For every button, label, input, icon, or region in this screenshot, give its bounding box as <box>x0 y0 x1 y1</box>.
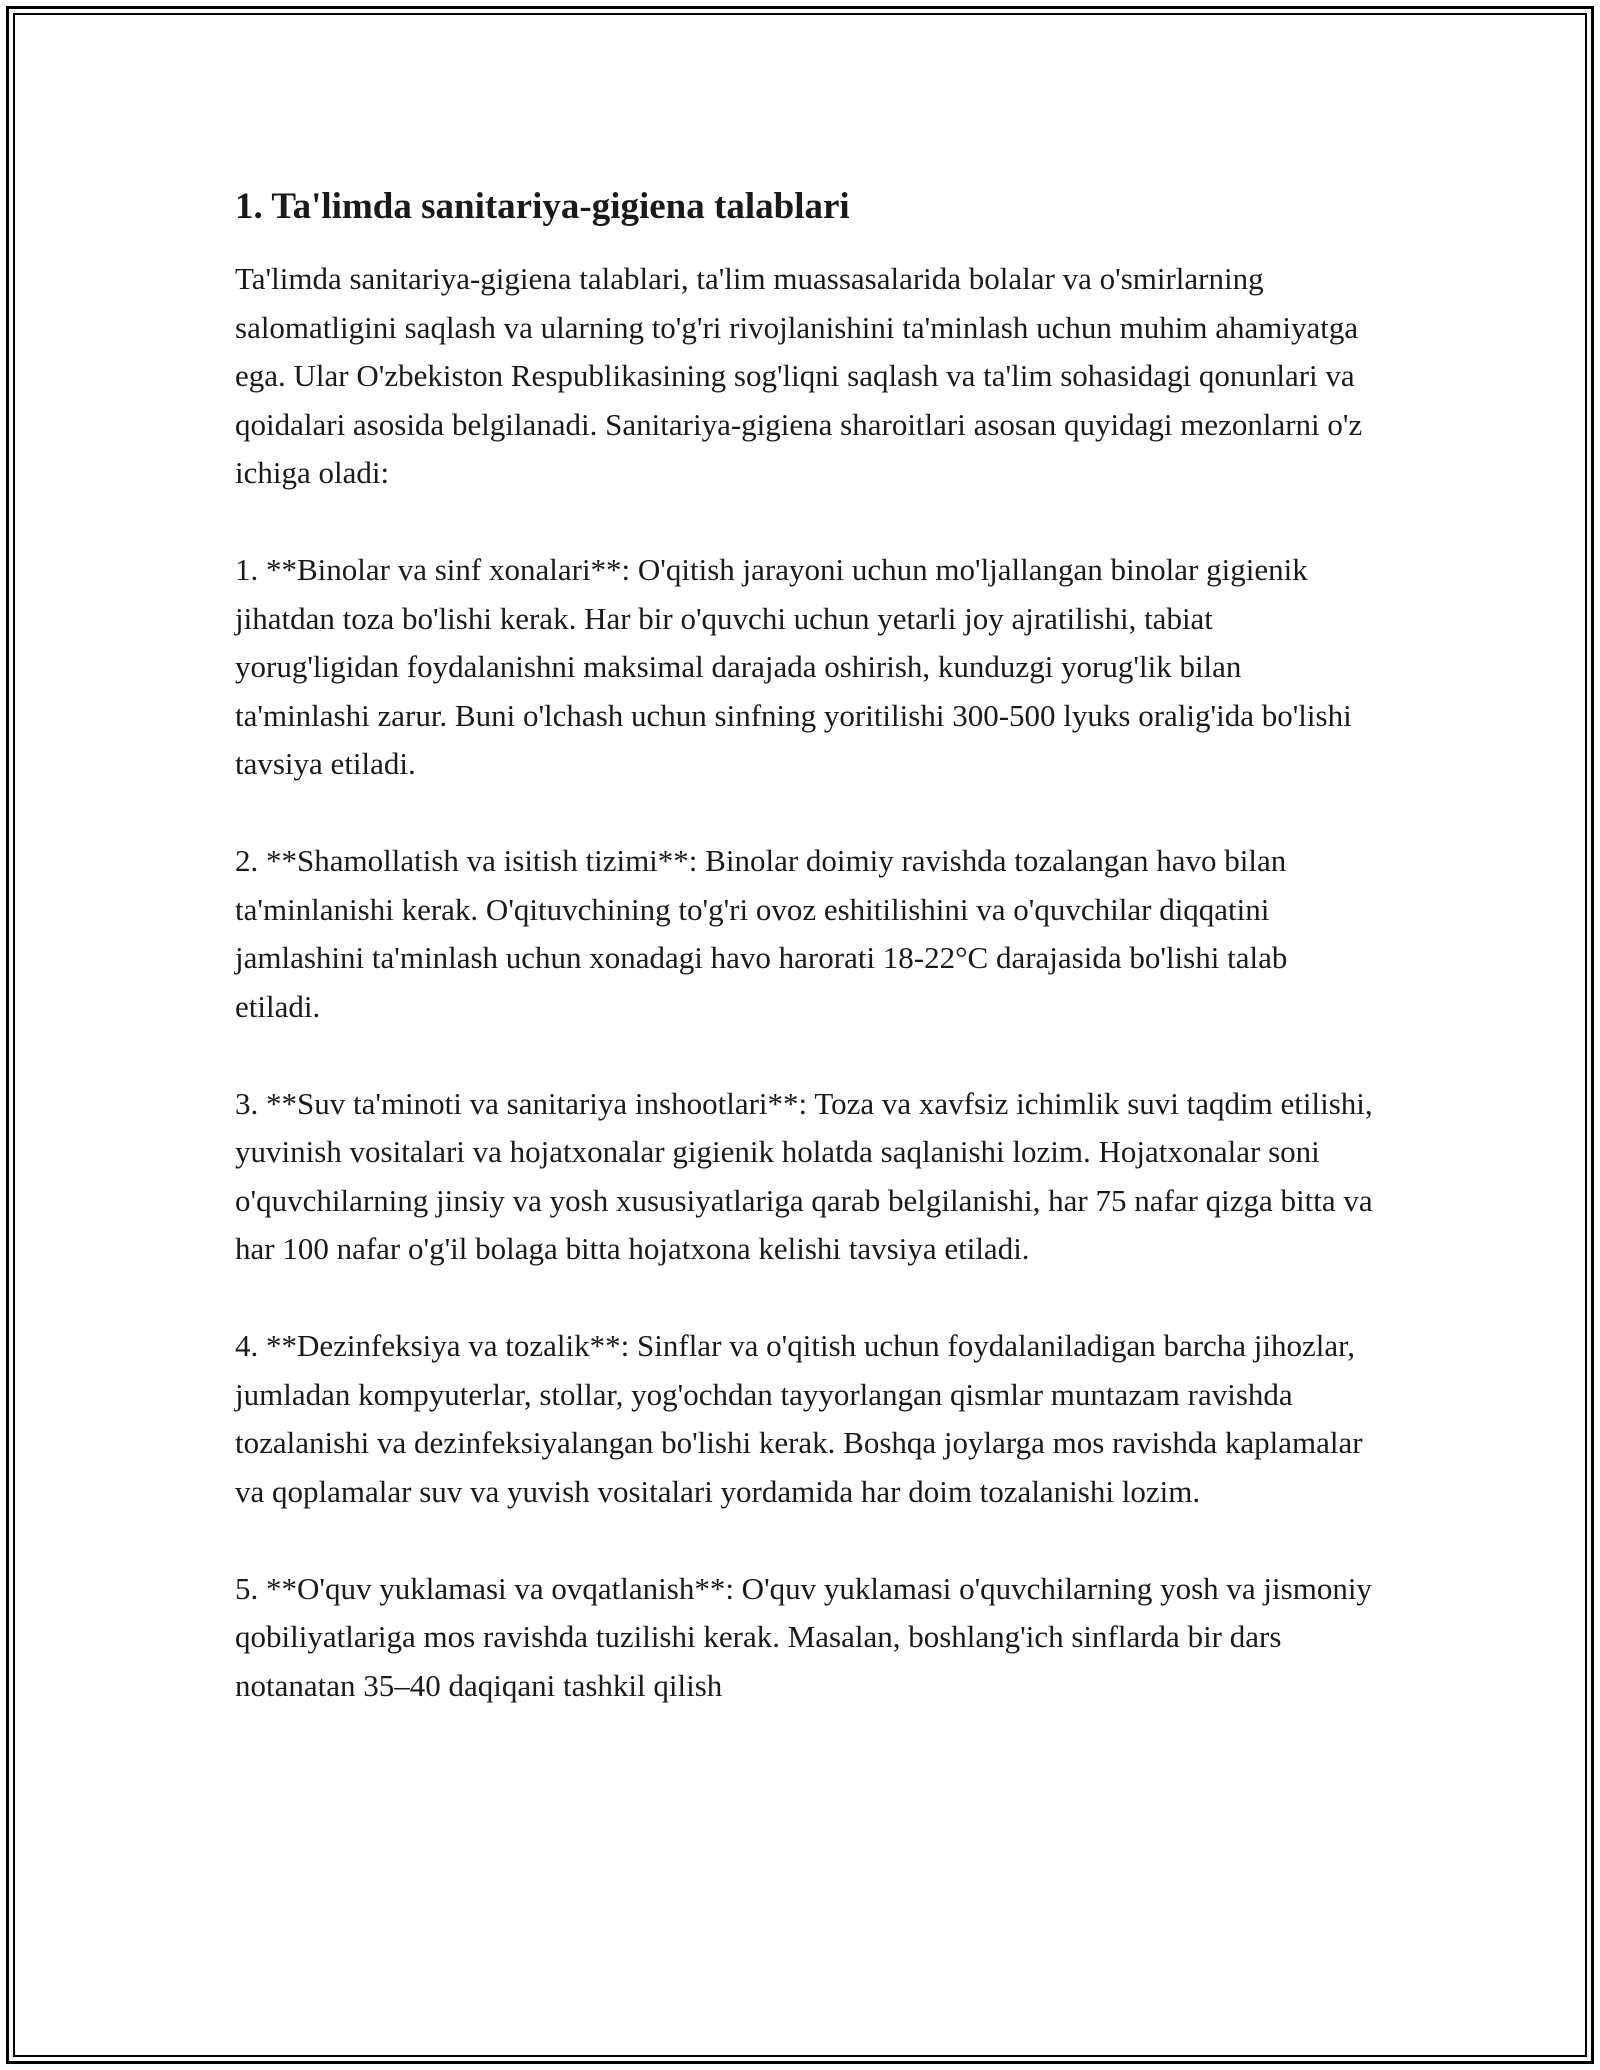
paragraph-water-supply: 3. **Suv ta'minoti va sanitariya inshootlari**: Toza va xavfsiz ichimlik suvi taqdim etilishi, yuvinish vositalari va hojatxonalar gigienik holatda saqlanishi lozim. Hojatxonalar soni o'quvchilarning jinsiy va yosh xususiyatlariga qarab belgilanishi, har 75 nafar qizga bitta va har 100 nafar o'g'il bolaga bitta hojatxona kelishi tavsiya etiladi. <box>235 1085 1373 1267</box>
intro-paragraph: Ta'limda sanitariya-gigiena talablari, ta'lim muassasalarida bolalar va o'smirlarning salomatligini saqlash va ularning to'g'ri rivojlanishini ta'minlash uchun muhim ahamiyatga ega. Ular O'zbekiston Respublikasining sog'liqni saqlash va ta'lim sohasidagi qonunlari va qoidalari asosida belgilanadi. Sanitariya-gigiena sharoitlari asosan quyidagi mezonlarni o'z ichiga oladi: <box>235 261 1363 491</box>
paragraph-disinfection: 4. **Dezinfeksiya va tozalik**: Sinflar va o'qitish uchun foydalaniladigan barcha jihozlar, jumladan kompyuterlar, stollar, yog'ochdan tayyorlangan qismlar muntazam ravishda tozalanishi va dezinfeksiyalangan bo'lishi kerak. Boshqa joylarga mos ravishda kaplamalar va qoplamalar suv va yuvish vositalari yordamida har doim tozalanishi lozim. <box>235 1328 1363 1509</box>
paragraph-study-load: 5. **O'quv yuklamasi va ovqatlanish**: O'quv yuklamasi o'quvchilarning yosh va jismoniy qobiliyatlariga mos ravishda tuzilishi kerak. Masalan, boshlang'ich sinflarda bir dars notanatan 35–40 daqiqani tashkil qilish <box>235 1570 1372 1703</box>
document-body <box>235 183 1375 1759</box>
paragraph-buildings: 1. **Binolar va sinf xonalari**: O'qitish jarayoni uchun mo'ljallangan binolar gigienik jihatdan toza bo'lishi kerak. Har bir o'quvchi uchun yetarli joy ajratilishi, tabiat yorug'ligidan foydalanishni maksimal darajada oshirish, kunduzgi yorug'lik bilan ta'minlashi zarur. Buni o'lchash uchun sinfning yoritilishi 300-500 lyuks oralig'ida bo'lishi tavsiya etiladi. <box>235 552 1352 782</box>
document-title: 1. Ta'limda sanitariya-gigiena talablari <box>235 186 850 227</box>
paragraph-ventilation: 2. **Shamollatish va isitish tizimi**: Binolar doimiy ravishda tozalangan havo bilan ta'minlanishi kerak. O'qituvchining to'g'ri ovoz eshitilishini va o'quvchilar diqqatini jamlashini ta'minlash uchun xonadagi havo harorati 18-22°C darajasida bo'lishi talab etiladi. <box>235 843 1288 1024</box>
